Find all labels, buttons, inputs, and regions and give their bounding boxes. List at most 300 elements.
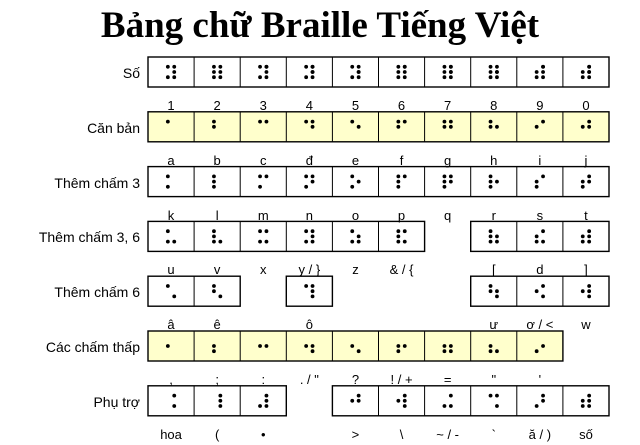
braille-dot-6 (172, 240, 176, 244)
row-3-caption-1: k (167, 207, 175, 223)
braille-dot-3 (212, 185, 216, 189)
braille-dot-1 (489, 65, 493, 69)
braille-dot-2 (212, 70, 216, 74)
braille-dot-6 (587, 75, 591, 79)
braille-dot-3 (396, 185, 400, 189)
braille-dot-3 (304, 185, 308, 189)
braille-dot-6 (311, 75, 315, 79)
row-3-caption-9: s (536, 207, 544, 223)
braille-dot-1 (258, 175, 262, 179)
braille-dot-4 (218, 394, 222, 398)
braille-dot-6 (172, 295, 176, 299)
row-2-caption-2: b (213, 152, 221, 168)
braille-dot-1 (304, 175, 308, 179)
braille-dot-1 (166, 229, 170, 233)
braille-dot-6 (449, 75, 453, 79)
braille-dot-4 (587, 394, 591, 398)
row-2-label: Căn bản (87, 119, 140, 136)
row-1-caption-3: 3 (259, 98, 267, 113)
row-4-caption-8: [ (491, 262, 496, 278)
braille-dot-4 (403, 229, 407, 233)
braille-dot-2 (581, 399, 585, 403)
braille-dot-5 (357, 70, 361, 74)
braille-dot-1 (166, 175, 170, 179)
braille-dot-5 (495, 70, 499, 74)
braille-dot-5 (311, 125, 315, 129)
braille-dot-6 (311, 295, 315, 299)
braille-dot-6 (172, 75, 176, 79)
braille-dot-4 (541, 229, 545, 233)
braille-dot-2 (304, 344, 308, 348)
braille-dot-4 (449, 65, 453, 69)
braille-dot-4 (541, 175, 545, 179)
braille-dot-4 (541, 284, 545, 288)
row-7-label: Phụ trợ (93, 393, 140, 410)
braille-dot-4 (587, 120, 591, 124)
braille-dot-6 (495, 295, 499, 299)
braille-dot-3 (489, 240, 493, 244)
braille-dot-5 (265, 399, 269, 403)
braille-dot-4 (587, 175, 591, 179)
braille-dot-4 (265, 120, 269, 124)
row-1-caption-9: 9 (536, 98, 544, 113)
braille-dot-3 (535, 75, 539, 79)
braille-dot-6 (218, 240, 222, 244)
braille-dot-6 (311, 240, 315, 244)
braille-dot-2 (581, 289, 585, 293)
braille-dot-4 (587, 65, 591, 69)
braille-dot-2 (212, 289, 216, 293)
braille-dot-5 (218, 399, 222, 403)
braille-dot-1 (396, 65, 400, 69)
braille-dot-1 (304, 120, 308, 124)
braille-dot-6 (172, 404, 176, 408)
braille-dot-1 (396, 120, 400, 124)
braille-dot-5 (449, 344, 453, 348)
braille-dot-4 (541, 65, 545, 69)
braille-dot-5 (357, 180, 361, 184)
braille-dot-5 (541, 344, 545, 348)
braille-dot-2 (396, 235, 400, 239)
braille-dot-2 (443, 125, 447, 129)
row-3-caption-5: o (351, 207, 360, 223)
row-6-caption-1: , (169, 372, 173, 387)
row-7-caption-7: ~ / - (436, 426, 460, 442)
row-4-caption-1: u (167, 262, 175, 278)
row-6-caption-5: ? (351, 372, 360, 387)
row-5-caption-1: â (167, 317, 175, 333)
braille-dot-3 (258, 404, 262, 408)
braille-dot-4 (357, 394, 361, 398)
braille-dot-3 (212, 75, 216, 79)
braille-dot-4 (218, 65, 222, 69)
row-3-caption-10: t (584, 207, 588, 223)
row-4-caption-4: y / } (298, 262, 321, 278)
row-7-caption-5: > (351, 426, 360, 442)
row-6-caption-6: ! / + (390, 372, 413, 387)
row-7-braille-cell-2 (218, 394, 222, 408)
braille-dot-2 (489, 125, 493, 129)
braille-dot-5 (449, 180, 453, 184)
row-4-caption-5: z (352, 262, 359, 278)
braille-dot-5 (403, 344, 407, 348)
row-6-caption-3: : (261, 372, 266, 387)
row-6-caption-8: " (491, 372, 497, 387)
braille-dot-1 (489, 229, 493, 233)
braille-dot-2 (350, 399, 354, 403)
braille-dot-3 (535, 240, 539, 244)
braille-dot-4 (403, 65, 407, 69)
braille-dot-6 (218, 75, 222, 79)
row-2-caption-7: g (444, 152, 452, 168)
row-7-caption-6: \ (399, 426, 404, 442)
braille-dot-3 (350, 185, 354, 189)
row-5-caption-9: ơ / < (526, 317, 554, 333)
braille-dot-3 (258, 75, 262, 79)
braille-dot-1 (489, 120, 493, 124)
braille-dot-5 (218, 70, 222, 74)
braille-dot-6 (357, 240, 361, 244)
braille-dot-4 (311, 120, 315, 124)
braille-dot-3 (581, 240, 585, 244)
braille-dot-6 (587, 295, 591, 299)
braille-dot-1 (212, 284, 216, 288)
braille-dot-6 (403, 404, 407, 408)
braille-dot-2 (443, 344, 447, 348)
row-1-caption-4: 4 (305, 98, 313, 113)
braille-dot-4 (172, 394, 176, 398)
braille-dot-5 (403, 399, 407, 403)
braille-dot-5 (587, 289, 591, 293)
row-2-caption-9: i (538, 152, 542, 168)
braille-dot-2 (443, 70, 447, 74)
braille-dot-3 (535, 185, 539, 189)
braille-dot-6 (495, 349, 499, 353)
braille-dot-6 (541, 295, 545, 299)
braille-dot-3 (350, 240, 354, 244)
braille-dot-3 (443, 185, 447, 189)
braille-dot-6 (265, 404, 269, 408)
braille-dot-1 (350, 229, 354, 233)
row-7-caption-3: • (260, 426, 266, 442)
row-6-caption-2: ; (215, 372, 219, 387)
braille-dot-1 (258, 229, 262, 233)
braille-dot-3 (443, 404, 447, 408)
braille-dot-4 (495, 394, 499, 398)
row-6-caption-9: ' (538, 372, 542, 387)
row-1-caption-7: 7 (444, 98, 452, 113)
row-7-caption-10: số (579, 426, 593, 442)
braille-dot-2 (489, 70, 493, 74)
braille-dot-5 (495, 235, 499, 239)
braille-dot-2 (535, 289, 539, 293)
braille-dot-6 (541, 240, 545, 244)
braille-dot-1 (304, 284, 308, 288)
braille-dot-5 (403, 70, 407, 74)
braille-dot-5 (357, 235, 361, 239)
braille-dot-5 (172, 70, 176, 74)
braille-dot-3 (581, 185, 585, 189)
row-3-caption-6: p (397, 207, 406, 223)
braille-dot-2 (581, 235, 585, 239)
braille-dot-2 (489, 289, 493, 293)
row-1-caption-8: 8 (490, 98, 498, 113)
row-6-caption-4: . / " (299, 372, 319, 387)
braille-dot-2 (396, 125, 400, 129)
braille-dot-5 (357, 125, 361, 129)
braille-dot-5 (495, 180, 499, 184)
row-1-caption-6: 6 (397, 98, 406, 113)
braille-dot-5 (357, 399, 361, 403)
braille-dot-5 (587, 180, 591, 184)
braille-dot-4 (265, 65, 269, 69)
row-5-caption-4: ô (305, 317, 313, 333)
braille-dot-5 (311, 70, 315, 74)
braille-dot-2 (535, 70, 539, 74)
row-3-braille-cell-2 (212, 175, 216, 189)
braille-dot-3 (166, 185, 170, 189)
row-3-label: Thêm chấm 3 (54, 174, 140, 191)
braille-dot-3 (581, 75, 585, 79)
braille-dot-6 (218, 404, 222, 408)
row-3-caption-8: r (491, 207, 496, 223)
braille-dot-4 (541, 394, 545, 398)
braille-dot-3 (212, 240, 216, 244)
row-3-caption-4: n (305, 207, 313, 223)
braille-dot-5 (587, 125, 591, 129)
braille-dot-4 (311, 229, 315, 233)
braille-dot-6 (403, 240, 407, 244)
braille-dot-3 (535, 404, 539, 408)
braille-dot-6 (357, 75, 361, 79)
braille-dot-2 (258, 344, 262, 348)
braille-dot-3 (396, 240, 400, 244)
braille-dot-5 (311, 344, 315, 348)
braille-dot-5 (587, 235, 591, 239)
row-5-caption-2: ê (213, 317, 221, 333)
braille-dot-1 (489, 394, 493, 398)
braille-dot-2 (396, 180, 400, 184)
braille-dot-5 (495, 289, 499, 293)
braille-dot-4 (311, 175, 315, 179)
braille-dot-2 (396, 399, 400, 403)
braille-dot-4 (541, 120, 545, 124)
braille-dot-6 (541, 75, 545, 79)
row-2-braille-cell-1 (166, 120, 170, 124)
row-4-caption-10: ] (584, 262, 588, 278)
braille-dot-1 (443, 120, 447, 124)
braille-dot-1 (258, 65, 262, 69)
braille-dot-4 (357, 65, 361, 69)
row-2-caption-3: c (260, 152, 267, 168)
row-3-caption-3: m (257, 207, 269, 223)
braille-dot-2 (489, 180, 493, 184)
row-5-label: Thêm chấm 6 (54, 284, 140, 301)
braille-dot-5 (495, 125, 499, 129)
braille-dot-4 (265, 394, 269, 398)
braille-dot-2 (443, 180, 447, 184)
braille-dot-2 (212, 344, 216, 348)
braille-dot-3 (166, 75, 170, 79)
row-3-caption-2: l (215, 207, 219, 223)
braille-dot-1 (489, 175, 493, 179)
braille-dot-1 (443, 65, 447, 69)
braille-dot-3 (581, 404, 585, 408)
row-5-caption-10: w (581, 317, 591, 333)
braille-dot-3 (443, 349, 447, 353)
braille-dot-5 (311, 235, 315, 239)
braille-dot-3 (304, 240, 308, 244)
braille-dot-2 (396, 344, 400, 348)
braille-dot-2 (581, 125, 585, 129)
braille-dot-3 (258, 240, 262, 244)
braille-dot-3 (396, 349, 400, 353)
braille-dot-3 (443, 75, 447, 79)
braille-dot-6 (449, 404, 453, 408)
braille-dot-6 (357, 349, 361, 353)
braille-dot-1 (443, 175, 447, 179)
braille-dot-2 (535, 235, 539, 239)
braille-dot-5 (265, 344, 269, 348)
row-7-caption-9: ă / ) (528, 426, 552, 442)
braille-dot-4 (265, 175, 269, 179)
braille-dot-2 (535, 125, 539, 129)
row-3-caption-7: q (444, 207, 452, 223)
row-4-label: Thêm chấm 3, 6 (38, 229, 140, 246)
row-2-caption-6: f (399, 152, 404, 168)
braille-dot-1 (212, 229, 216, 233)
row-5-box-2 (286, 276, 332, 306)
row-6-caption-7: = (443, 372, 452, 387)
braille-dot-4 (311, 284, 315, 288)
braille-dot-4 (449, 120, 453, 124)
row-2-caption-10: j (584, 152, 588, 168)
row-2-caption-1: a (167, 152, 175, 168)
braille-dot-6 (218, 295, 222, 299)
braille-dot-1 (304, 65, 308, 69)
row-7-caption-1: hoa (160, 426, 182, 442)
braille-dot-5 (265, 70, 269, 74)
braille-dot-3 (396, 75, 400, 79)
row-1-label: Số (122, 65, 140, 81)
braille-dot-3 (489, 75, 493, 79)
braille-dot-2 (489, 344, 493, 348)
row-1-caption-1: 1 (167, 98, 175, 113)
braille-dot-1 (166, 284, 170, 288)
braille-dot-1 (350, 120, 354, 124)
braille-dot-3 (166, 240, 170, 244)
row-4-caption-6: & / { (389, 262, 414, 278)
braille-dot-4 (265, 229, 269, 233)
braille-dot-2 (212, 125, 216, 129)
braille-dot-2 (489, 235, 493, 239)
braille-dot-5 (541, 399, 545, 403)
braille-dot-4 (449, 394, 453, 398)
braille-dot-5 (311, 180, 315, 184)
braille-dot-6 (495, 75, 499, 79)
row-2-caption-5: e (351, 152, 360, 168)
row-4-caption-9: d (536, 262, 544, 278)
row-5-caption-8: ư (489, 317, 499, 333)
braille-dot-2 (581, 70, 585, 74)
braille-dot-4 (587, 229, 591, 233)
braille-dot-3 (212, 349, 216, 353)
braille-dot-2 (581, 180, 585, 184)
braille-dot-1 (212, 175, 216, 179)
braille-dot-6 (587, 404, 591, 408)
row-2-caption-8: h (490, 152, 498, 168)
braille-dot-1 (304, 229, 308, 233)
row-1-caption-2: 2 (213, 98, 221, 113)
braille-dot-4 (587, 284, 591, 288)
braille-dot-5 (449, 125, 453, 129)
braille-dot-4 (449, 175, 453, 179)
page-title: Bảng chữ Braille Tiếng Việt (100, 5, 540, 46)
braille-dot-5 (541, 70, 545, 74)
braille-dot-1 (212, 65, 216, 69)
braille-dot-1 (212, 120, 216, 124)
braille-dot-6 (311, 349, 315, 353)
braille-dot-6 (587, 240, 591, 244)
braille-dot-3 (535, 349, 539, 353)
braille-dot-1 (350, 175, 354, 179)
braille-dot-5 (587, 70, 591, 74)
braille-dot-1 (258, 120, 262, 124)
row-7-caption-8: ` (491, 426, 496, 442)
braille-dot-3 (489, 185, 493, 189)
braille-dot-1 (166, 65, 170, 69)
row-7-caption-2: ( (214, 426, 220, 442)
braille-dot-2 (212, 180, 216, 184)
braille-dot-3 (350, 75, 354, 79)
braille-dot-6 (449, 349, 453, 353)
braille-dot-1 (396, 229, 400, 233)
braille-dot-3 (489, 349, 493, 353)
braille-dot-3 (258, 185, 262, 189)
row-2-caption-4: đ (305, 152, 313, 168)
braille-dot-4 (311, 65, 315, 69)
braille-dot-5 (311, 289, 315, 293)
row-1-caption-5: 5 (351, 98, 360, 113)
braille-dot-5 (449, 70, 453, 74)
braille-dot-4 (403, 394, 407, 398)
braille-dot-6 (495, 404, 499, 408)
braille-dot-1 (396, 175, 400, 179)
braille-dot-2 (396, 70, 400, 74)
braille-dot-1 (166, 120, 170, 124)
row-6-label: Các chấm thấp (45, 339, 140, 355)
braille-dot-6 (265, 75, 269, 79)
braille-dot-2 (212, 235, 216, 239)
row-1-caption-10: 0 (582, 98, 590, 113)
braille-dot-4 (403, 175, 407, 179)
braille-dot-4 (495, 65, 499, 69)
braille-dot-6 (403, 75, 407, 79)
braille-dot-4 (403, 120, 407, 124)
row-4-caption-2: v (213, 262, 221, 278)
braille-dot-6 (265, 240, 269, 244)
braille-dot-6 (495, 240, 499, 244)
braille-dot-5 (587, 399, 591, 403)
braille-dot-3 (304, 75, 308, 79)
braille-dot-2 (535, 180, 539, 184)
braille-dot-2 (350, 344, 354, 348)
row-6-box-1 (148, 331, 563, 361)
row-4-caption-3: x (260, 262, 267, 278)
row-6-braille-cell-1 (166, 344, 170, 348)
braille-dot-2 (166, 344, 170, 348)
braille-dot-1 (489, 284, 493, 288)
